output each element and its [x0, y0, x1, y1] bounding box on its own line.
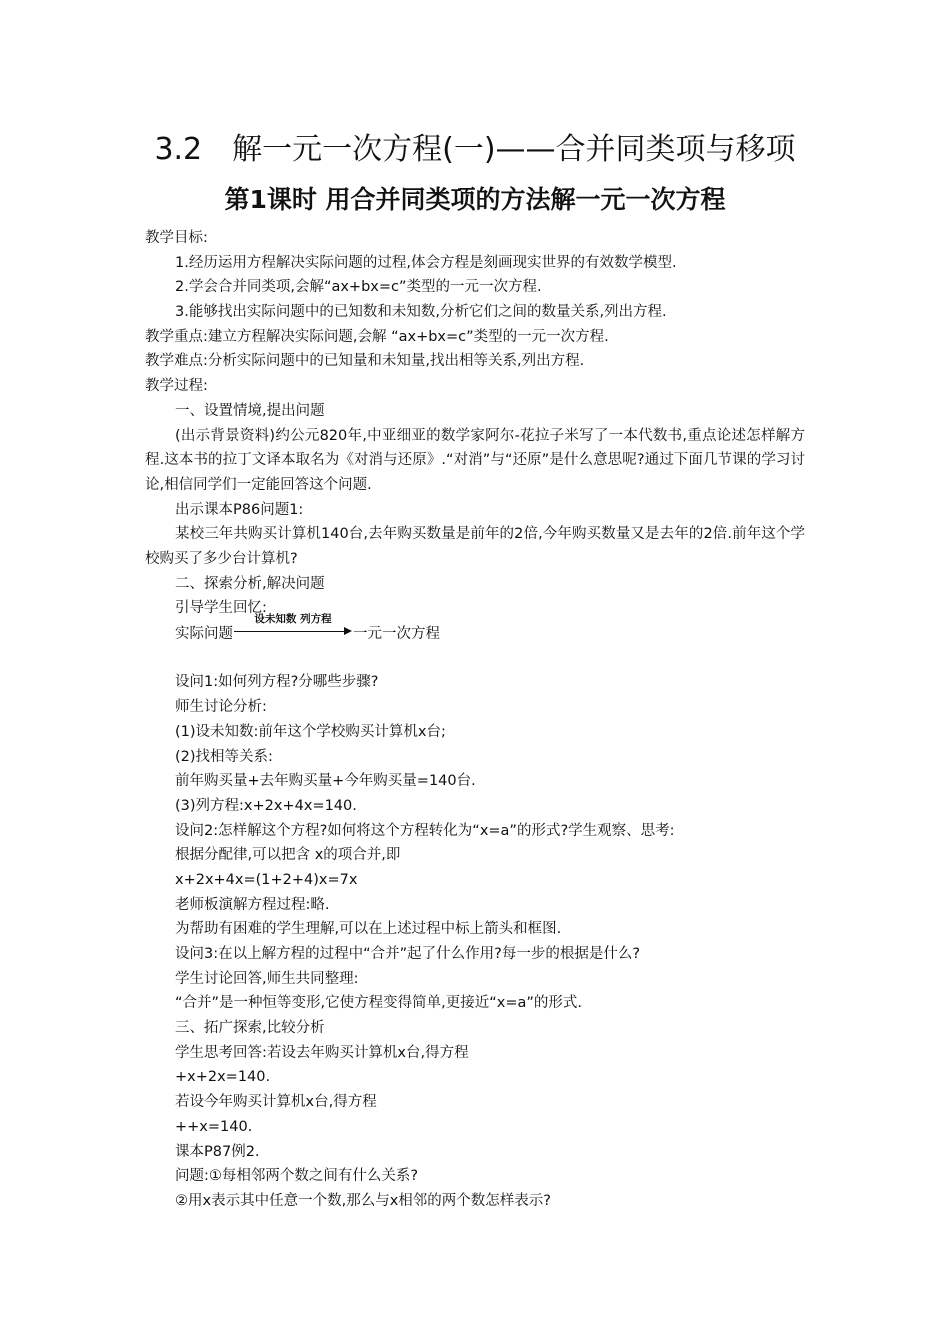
- paragraph-line: 引导学生回忆:: [175, 600, 267, 617]
- step-heading: 三、拓广探索,比较分析: [175, 1020, 325, 1037]
- paragraph-line: 出示课本P86问题1:: [175, 501, 304, 518]
- paragraph-line: 老师板演解方程过程:略.: [175, 896, 330, 913]
- equation-line: ++x=140.: [175, 1118, 253, 1135]
- arrow-head-icon: [344, 627, 352, 635]
- background-paragraph: (出示背景资料)约公元820年,中亚细亚的数学家阿尔-花拉子米写了一本代数书,重点论述怎样解方程.这本书的拉丁文译本取名为《对消与还原》.“对消”与“还原”是什么意思呢?通过下面几节课的学习讨论,相信同学们一定能回答这个问题.: [145, 427, 805, 493]
- flow-diagram: [145, 613, 805, 646]
- equation-line: +x+2x=140.: [175, 1069, 271, 1086]
- equation-line: (3)列方程:x+2x+4x=140.: [175, 797, 357, 814]
- paragraph-line: (1)设未知数:前年这个学校购买计算机x台;: [175, 723, 446, 740]
- key-point: 教学重点:建立方程解决实际问题,会解 “ax+bx=c”类型的一元一次方程.: [145, 328, 609, 345]
- paragraph-line: 前年购买量+去年购买量+今年购买量=140台.: [175, 773, 476, 790]
- paragraph-line: ②用x表示其中任意一个数,那么与x相邻的两个数怎样表示?: [175, 1192, 551, 1209]
- paragraph-line: 师生讨论分析:: [175, 699, 267, 716]
- equation-line: x+2x+4x=(1+2+4)x=7x: [175, 871, 358, 888]
- step-heading: 二、探索分析,解决问题: [175, 575, 325, 592]
- document-body: [145, 226, 805, 1214]
- goal-item: 1.经历运用方程解决实际问题的过程,体会方程是刻画现实世界的有效数学模型.: [175, 254, 677, 271]
- paragraph-line: 为帮助有困难的学生理解,可以在上述过程中标上箭头和框图.: [175, 921, 562, 938]
- difficult-point: 教学难点:分析实际问题中的已知量和未知量,找出相等关系,列出方程.: [145, 353, 585, 370]
- paragraph-line: 课本P87例2.: [175, 1143, 260, 1160]
- paragraph-line: (2)找相等关系:: [175, 748, 273, 765]
- paragraph-line: 设问1:如何列方程?分哪些步骤?: [175, 674, 379, 691]
- paragraph-line: 根据分配律,可以把含 x的项合并,即: [175, 847, 401, 864]
- section-heading-process: 教学过程:: [145, 378, 208, 395]
- goal-item: 3.能够找出实际问题中的已知数和未知数,分析它们之间的数量关系,列出方程.: [175, 304, 667, 321]
- problem-paragraph: 某校三年共购买计算机140台,去年购买数量是前年的2倍,今年购买数量又是去年的2倍.前年这个学校购买了多少台计算机?: [145, 526, 805, 567]
- diagram-left-label: 实际问题: [175, 626, 233, 643]
- paragraph-line: 设问3:在以上解方程的过程中“合并”起了什么作用?每一步的根据是什么?: [175, 946, 641, 963]
- diagram-right-label: 一元一次方程: [353, 626, 440, 643]
- diagram-arrow: [234, 613, 352, 641]
- diagram-arrow-label: 设未知数 列方程: [254, 613, 332, 626]
- document-subtitle: 第1课时 用合并同类项的方法解一元一次方程: [224, 185, 726, 214]
- paragraph-line: “合并”是一种恒等变形,它使方程变得简单,更接近“x=a”的形式.: [175, 995, 582, 1012]
- goal-item: 2.学会合并同类项,会解“ax+bx=c”类型的一元一次方程.: [175, 279, 542, 296]
- step-heading: 一、设置情境,提出问题: [175, 402, 325, 419]
- section-heading-goals: 教学目标:: [145, 230, 208, 246]
- blank-line: [145, 646, 805, 671]
- paragraph-line: 设问2:怎样解这个方程?如何将这个方程转化为“x=a”的形式?学生观察、思考:: [175, 822, 675, 839]
- paragraph-line: 若设今年购买计算机x台,得方程: [175, 1094, 377, 1111]
- paragraph-line: 学生思考回答:若设去年购买计算机x台,得方程: [175, 1044, 469, 1061]
- arrow-shaft: [234, 631, 346, 632]
- document-title: 3.2 解一元一次方程(一)——合并同类项与移项: [154, 132, 796, 167]
- paragraph-line: 学生讨论回答,师生共同整理:: [175, 970, 359, 987]
- paragraph-line: 问题:①每相邻两个数之间有什么关系?: [175, 1168, 419, 1185]
